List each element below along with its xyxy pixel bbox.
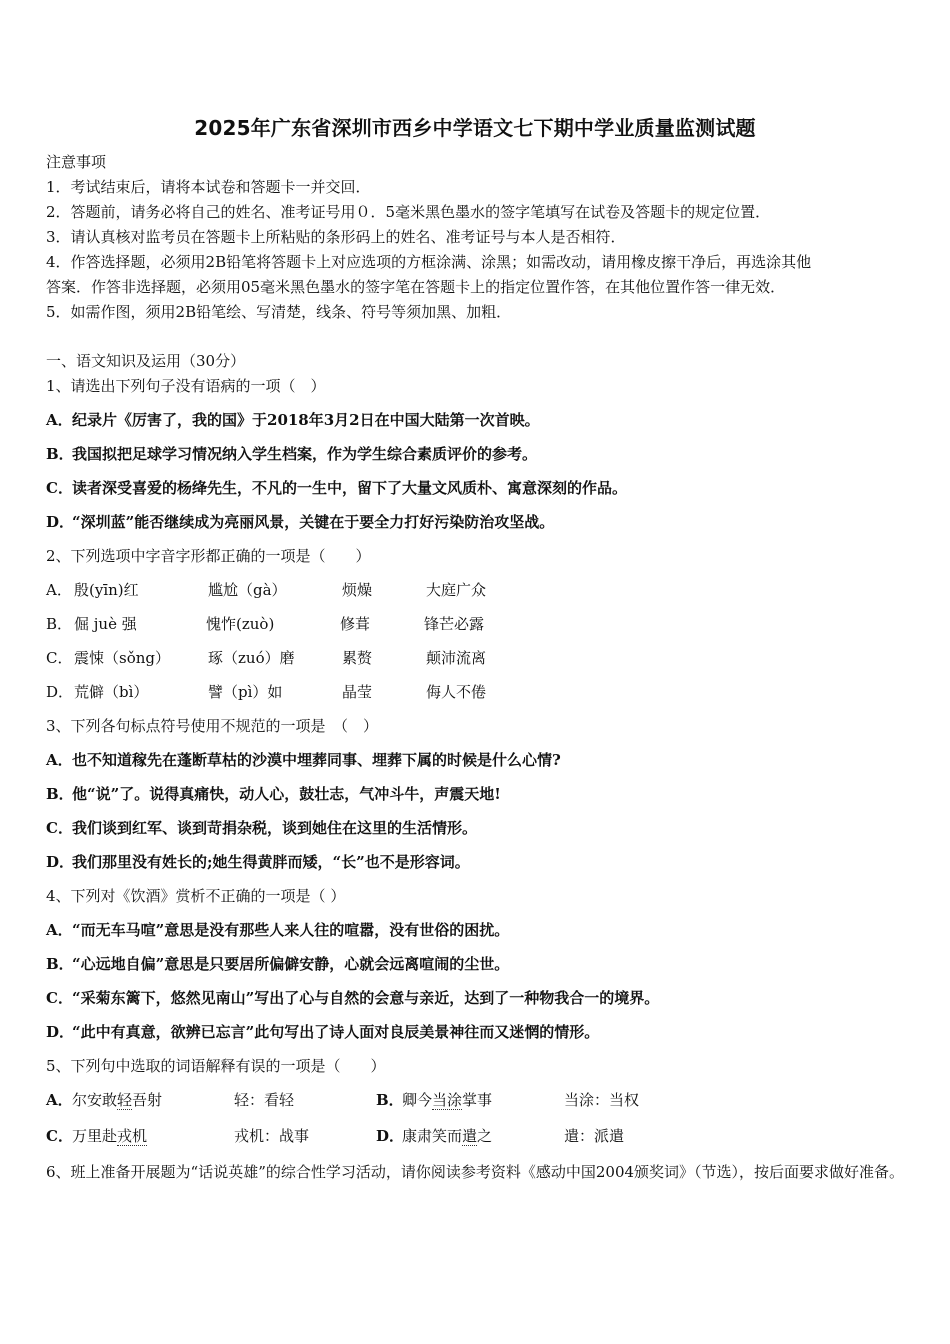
option-post: 之	[477, 1127, 493, 1145]
q5-option-b	[376, 1090, 492, 1110]
option-pre: 尔安敢	[72, 1091, 118, 1109]
option-cell: 修葺	[340, 615, 371, 633]
option-cell: 琢（zuó）磨	[208, 649, 295, 667]
option-label: A．	[46, 581, 72, 599]
option-text: 我国拟把足球学习情况纳入学生档案，作为学生综合素质评价的参考。	[72, 445, 538, 463]
option-marked-word: 戎机	[117, 1127, 148, 1145]
q4-option-b	[46, 954, 910, 974]
q1-option-b	[46, 444, 910, 464]
option-text: 我们谈到红军、谈到苛捐杂税，谈到她住在这里的生活情形。	[72, 819, 478, 837]
option-label: B．	[46, 615, 73, 633]
option-label: C．	[46, 819, 73, 837]
option-cell: 荒僻（bì）	[74, 683, 149, 701]
notice-item: 4．作答选择题，必须用2B铅笔将答题卡上对应选项的方框涂满、涂黑；如需改动，请用橡皮擦干净后，再选涂其他	[46, 253, 812, 271]
q4-option-c	[46, 988, 910, 1008]
option-cell: 颠沛流离	[426, 649, 487, 667]
q3-option-c	[46, 818, 910, 838]
option-label: D．	[46, 513, 75, 531]
q4-option-d	[46, 1022, 910, 1042]
option-marked-word: 当涂	[432, 1091, 463, 1109]
question-1-stem: 1、请选出下列句子没有语病的一项（ ）	[46, 377, 326, 395]
option-text: “采菊东篱下，悠然见南山”写出了心与自然的会意与亲近，达到了一种物我合一的境界。	[72, 989, 660, 1007]
question-5-stem: 5、下列句中选取的词语解释有误的一项是（ ）	[46, 1057, 386, 1075]
q1-option-c	[46, 478, 910, 498]
option-cell: 殷(yīn)红	[74, 581, 139, 599]
option-label: A．	[46, 411, 73, 429]
option-label: A．	[46, 921, 73, 939]
option-label: D．	[376, 1127, 405, 1145]
option-text: “深圳蓝”能否继续成为亮丽风景，关键在于要全力打好污染防治攻坚战。	[72, 513, 555, 531]
option-post: 吾射	[132, 1091, 163, 1109]
question-2-stem: 2、下列选项中字音字形都正确的一项是（ ）	[46, 547, 371, 565]
notice-item: 1．考试结束后，请将本试卷和答题卡一并交回．	[46, 178, 371, 196]
notice-item: 3．请认真核对监考员在答题卡上所粘贴的条形码上的姓名、准考证号与本人是否相符．	[46, 228, 626, 246]
option-label: D．	[46, 1023, 75, 1041]
option-label: B．	[46, 955, 74, 973]
option-cell: 倔 juè 强	[74, 615, 137, 633]
option-text: “心远地自偏”意思是只要居所偏僻安静，心就会远离喧闹的尘世。	[72, 955, 510, 973]
option-gloss: 当涂：当权	[564, 1091, 640, 1109]
q1-option-d	[46, 512, 910, 532]
option-text: “而无车马喧”意思是没有那些人来人往的喧嚣，没有世俗的困扰。	[72, 921, 510, 939]
question-6-text: 6、班上准备开展题为“话说英雄”的综合性学习活动，请你阅读参考资料《感动中国2004颁奖词》（节选），按后面要求做好准备。	[46, 1163, 905, 1181]
option-text: 纪录片《厉害了，我的国》于2018年3月2日在中国大陆第一次首映。	[72, 411, 540, 429]
option-pre: 康肃笑而	[402, 1127, 463, 1145]
option-cell: 尴尬（gà）	[208, 581, 287, 599]
option-label: D．	[46, 853, 75, 871]
q5-option-a	[46, 1090, 162, 1110]
option-cell: 大庭广众	[426, 581, 487, 599]
option-label: B．	[46, 785, 74, 803]
option-gloss: 轻：看轻	[234, 1091, 295, 1109]
option-cell: 锋芒必露	[424, 615, 485, 633]
option-cell: 累赘	[342, 649, 373, 667]
question-3-stem: 3、下列各句标点符号使用不规范的一项是 （ ）	[46, 717, 379, 735]
option-pre: 万里赴	[72, 1127, 118, 1145]
option-label: C．	[46, 1127, 73, 1145]
q3-option-b	[46, 784, 910, 804]
notice-heading: 注意事项	[46, 153, 107, 171]
option-label: B．	[46, 445, 74, 463]
option-label: D．	[46, 683, 74, 701]
option-text: 也不知道稼先在蓬断草枯的沙漠中埋葬同事、埋葬下属的时候是什么心情?	[72, 751, 561, 769]
q5-option-c	[46, 1126, 147, 1146]
option-cell: 侮人不倦	[426, 683, 487, 701]
option-text: 他“说”了。说得真痛快，动人心，鼓壮志，气冲斗牛，声震天地!	[72, 785, 501, 803]
option-cell: 譬（pì）如	[208, 683, 283, 701]
option-marked-word: 轻	[117, 1091, 133, 1109]
q5-option-d	[376, 1126, 492, 1146]
notice-item: 2．答题前，请务必将自己的姓名、准考证号用０．5毫米黑色墨水的签字笔填写在试卷及答题卡的规定位置．	[46, 203, 771, 221]
option-cell: 愧怍(zuò)	[206, 615, 275, 633]
q3-option-d	[46, 852, 910, 872]
section-heading: 一、语文知识及运用（30分）	[46, 352, 246, 370]
option-label: B．	[376, 1091, 404, 1109]
option-pre: 卿今	[402, 1091, 433, 1109]
option-text: 读者深受喜爱的杨绛先生，不凡的一生中，留下了大量文风质朴、寓意深刻的作品。	[72, 479, 628, 497]
option-marked-word: 遣	[462, 1127, 478, 1145]
q4-option-a	[46, 920, 910, 940]
option-label: A．	[46, 1091, 73, 1109]
option-label: C．	[46, 479, 73, 497]
option-label: A．	[46, 751, 73, 769]
option-text: “此中有真意，欲辨已忘言”此句写出了诗人面对良辰美景神往而又迷惘的情形。	[72, 1023, 600, 1041]
option-text: 我们那里没有姓长的;她生得黄胖而矮，“长”也不是形容词。	[72, 853, 470, 871]
option-cell: 烦燥	[342, 581, 373, 599]
q1-option-a	[46, 410, 910, 430]
option-label: C．	[46, 989, 73, 1007]
option-gloss: 戎机：战事	[234, 1127, 310, 1145]
option-post: 掌事	[462, 1091, 493, 1109]
option-cell: 震悚（sǒng）	[74, 649, 170, 667]
option-cell: 晶莹	[342, 683, 373, 701]
exam-title: 2025年广东省深圳市西乡中学语文七下期中学业质量监测试题	[194, 116, 756, 140]
option-gloss: 遣：派遣	[564, 1127, 625, 1145]
notice-item: 答案．作答非选择题，必须用05毫米黑色墨水的签字笔在答题卡上的指定位置作答，在其他位置作答一律无效．	[46, 278, 786, 296]
option-label: C．	[46, 649, 73, 667]
question-4-stem: 4、下列对《饮酒》赏析不正确的一项是（ ）	[46, 887, 346, 905]
q3-option-a	[46, 750, 910, 770]
notice-item: 5．如需作图，须用2B铅笔绘、写清楚，线条、符号等须加黑、加粗．	[46, 303, 512, 321]
